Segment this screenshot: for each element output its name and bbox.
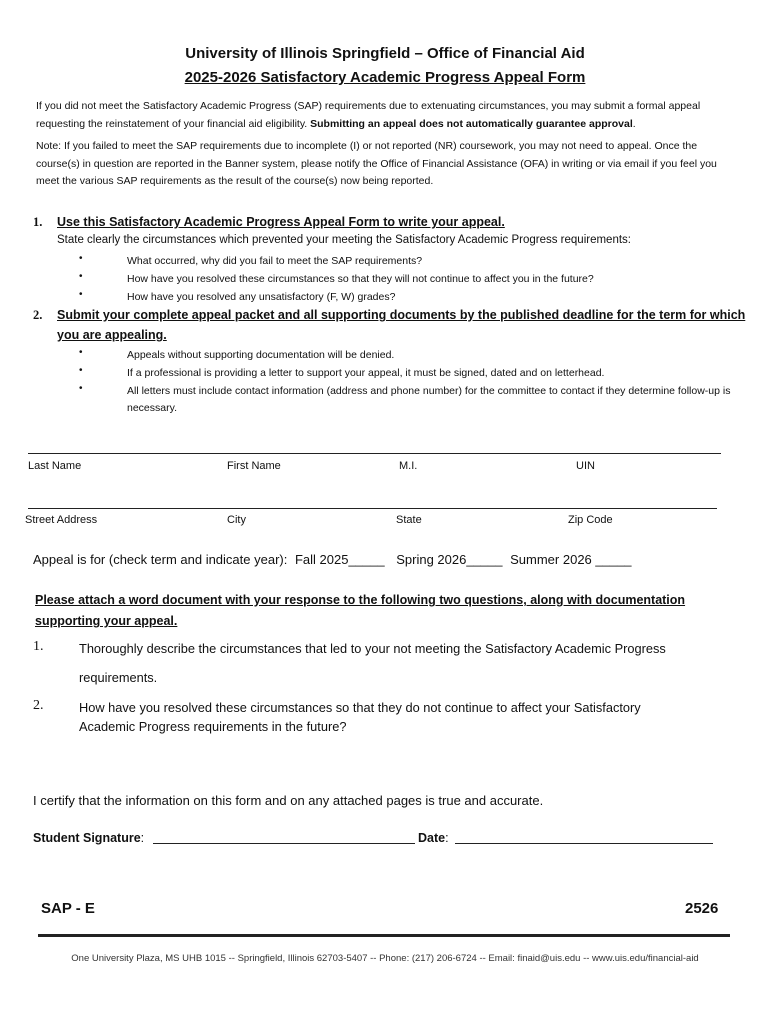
section-2-bullet: If a professional is providing a letter to support your appeal, it must be signed, dated and on letterhead. [127,367,605,379]
form-title: University of Illinois Springfield – Office of Financial Aid [185,45,585,62]
intro-bold-text: Submitting an appeal does not automatically guarantee approval [310,117,633,130]
section-1-bullet: What occurred, why did you fail to meet the SAP requirements? [127,255,423,267]
section-1-subtext: State clearly the circumstances which prevented your meeting the Satisfactory Academic Progress requirements: [57,234,631,246]
term-label: Appeal is for (check term and indicate year): [33,552,288,567]
intro-text: If you did not meet the Satisfactory Academic Progress (SAP) requirements due to extenuating circumstances, you may submit a formal appeal requesting the reinstatement of your financial aid eligibility. [36,100,701,130]
certification-statement: I certify that the information on this form and on any attached pages is true and accurate. [33,793,544,808]
intro-paragraph [36,98,736,133]
zip-code-label: Zip Code [568,514,613,526]
question-2-line-2: Academic Progress requirements in the future? [79,719,347,734]
state-label: State [396,514,422,526]
intro-end: . [632,117,636,130]
section-2-heading: Submit your complete appeal packet and all supporting documents by the published deadline for the term for which you are appealing. [57,308,746,342]
section-2-bullet: Appeals without supporting documentation will be denied. [127,349,395,361]
section-2-number: 2. [33,308,43,322]
address-row-line[interactable] [28,508,717,509]
first-name-label: First Name [227,460,281,472]
bullet-icon: • [79,365,83,376]
street-address-label: Street Address [25,514,98,526]
section-1-heading: Use this Satisfactory Academic Progress Appeal Form to write your appeal. [57,215,505,229]
bullet-icon: • [79,289,83,300]
bullet-icon: • [79,253,83,264]
attach-instruction: Please attach a word document with your response to the following two questions, along with documentation supporting your appeal. [35,593,686,628]
section-1-bullet: How have you resolved any unsatisfactory (F, W) grades? [127,291,396,303]
question-1-number: 1. [33,639,44,654]
term-spring[interactable]: Spring 2026_____ [396,552,503,567]
form-year-code: 2526 [685,900,719,917]
question-2-line-1: How have you resolved these circumstances so that they do not continue to affect your Satisfactory [79,700,641,715]
section-1-bullet: How have you resolved these circumstances so that they will not continue to affect you in the future? [127,273,594,285]
date-label: Date: [418,831,449,845]
uin-label: UIN [576,460,595,472]
bullet-icon: • [79,347,83,358]
last-name-label: Last Name [28,460,82,472]
bullet-icon: • [79,271,83,282]
term-line [33,552,632,567]
mi-label: M.I. [399,460,418,472]
city-label: City [227,514,246,526]
footer-divider [38,934,730,937]
form-subtitle: 2025-2026 Satisfactory Academic Progress Appeal Form [184,69,586,86]
question-2-number: 2. [33,698,44,713]
name-row-line[interactable] [28,453,721,454]
question-1-line-2: requirements. [79,670,158,685]
term-fall[interactable]: Fall 2025_____ [294,552,385,567]
note-paragraph: Note: If you failed to meet the SAP requirements due to incomplete (I) or not reported (NR) coursework, you may not need to appeal. Once the course(s) in question are reported in the Banner system, please notify the Office of Financial Assistance (OFA) in writing or via email if you feel you meet the various SAP requirements as the result of the course(s) now being reported. [36,140,717,187]
term-summer[interactable]: Summer 2026 _____ [510,552,632,567]
section-1-number: 1. [33,215,43,229]
form-code: SAP - E [41,900,95,917]
section-2-bullet: All letters must include contact information (address and phone number) for the committee to contact if they determine follow-up is necessary. [127,385,731,414]
question-1-line-1: Thoroughly describe the circumstances that led to your not meeting the Satisfactory Academic Progress [79,641,666,656]
bullet-icon: • [79,383,83,394]
student-signature-label: Student Signature: [33,831,145,845]
date-line[interactable] [455,843,713,844]
footer-contact: One University Plaza, MS UHB 1015 -- Springfield, Illinois 62703-5407 -- Phone: (217) 206-6724 -- Email: finaid@uis.edu -- www.uis.edu/financial-aid [71,953,699,964]
student-signature-line[interactable] [153,843,415,844]
